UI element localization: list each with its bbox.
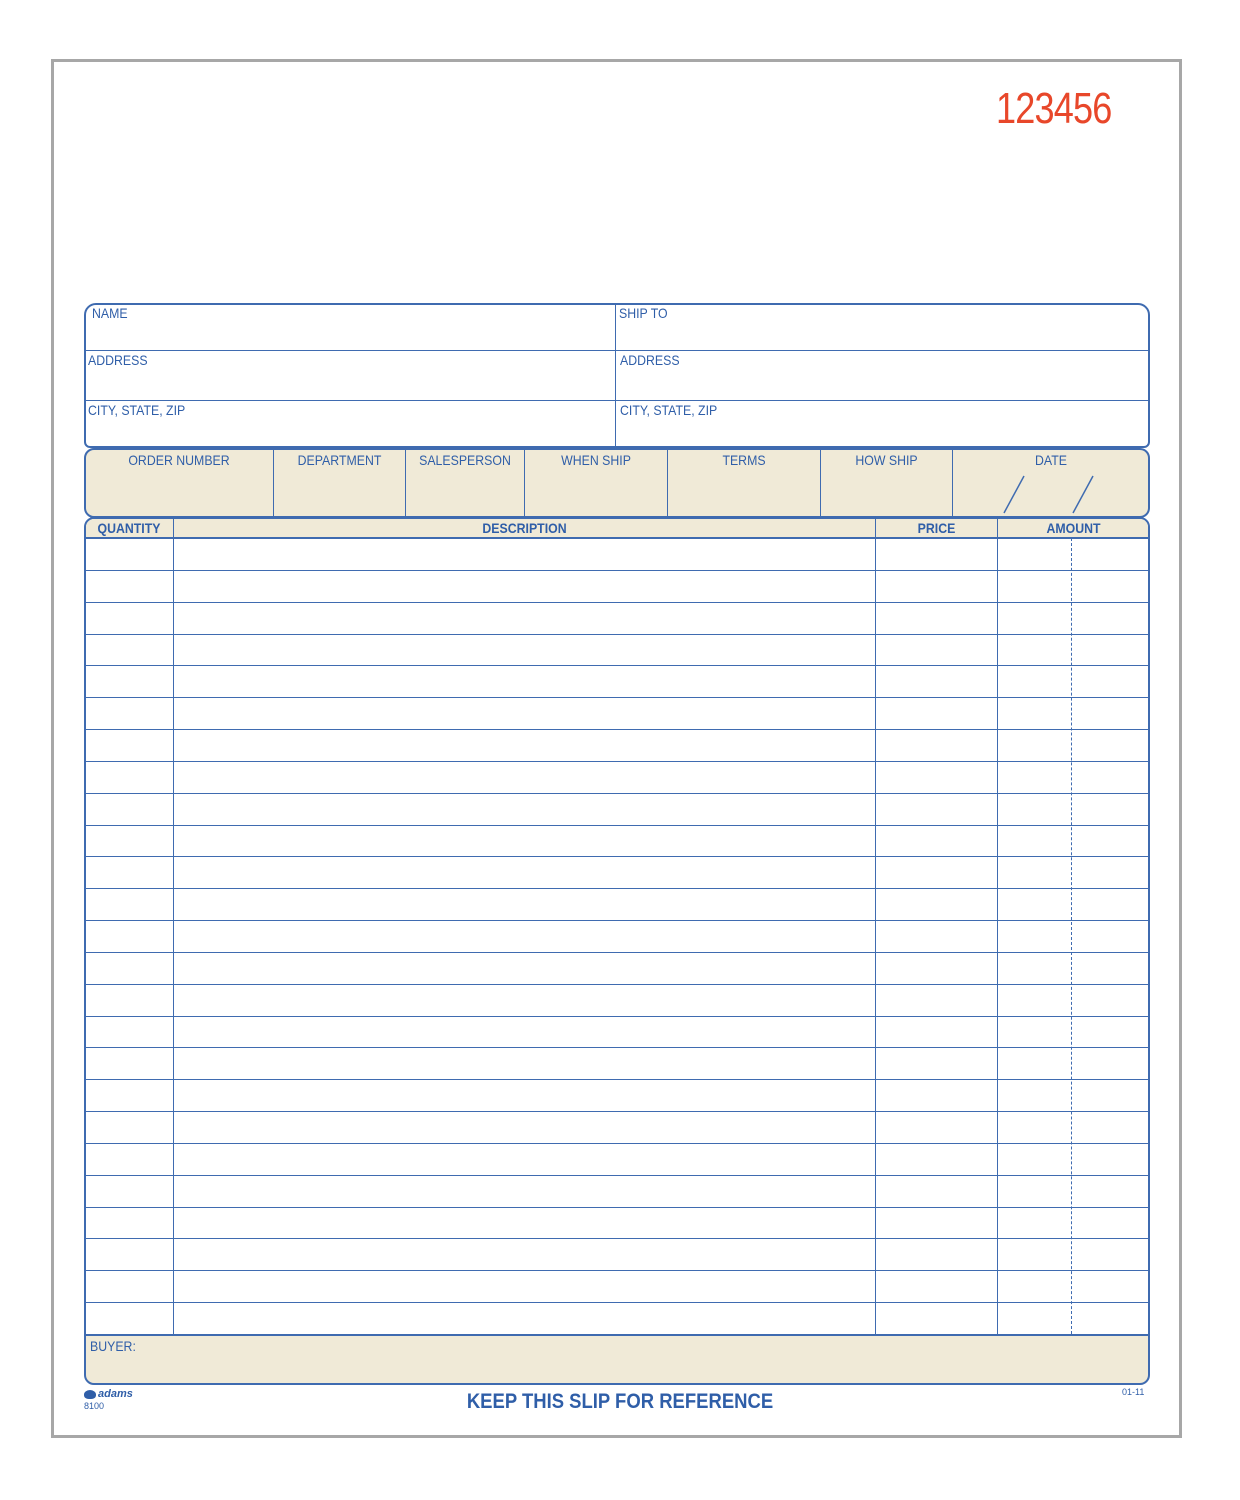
item-row-rule bbox=[85, 1016, 1149, 1017]
description-header: DESCRIPTION bbox=[482, 520, 567, 536]
item-row-rule bbox=[85, 1175, 1149, 1176]
item-row-rule bbox=[85, 1302, 1149, 1303]
item-row-rule bbox=[85, 570, 1149, 571]
salesperson-label: SALESPERSON bbox=[419, 452, 511, 468]
buyer-block bbox=[84, 1334, 1150, 1385]
item-row-rule bbox=[85, 729, 1149, 730]
item-row-rule bbox=[85, 1047, 1149, 1048]
item-row-rule bbox=[85, 856, 1149, 857]
address-field-label: ADDRESS bbox=[88, 352, 148, 368]
item-row-rule bbox=[85, 1079, 1149, 1080]
revision-code: 01-11 bbox=[1122, 1387, 1145, 1397]
ship-to-field-label: SHIP TO bbox=[619, 305, 668, 321]
date-slash-1 bbox=[1004, 476, 1024, 513]
item-row-rule bbox=[85, 602, 1149, 603]
name-field-label: NAME bbox=[92, 305, 128, 321]
date-slash-2 bbox=[1073, 476, 1093, 513]
item-row-rule bbox=[85, 793, 1149, 794]
price-header: PRICE bbox=[917, 520, 956, 536]
form-serial-number: 123456 bbox=[996, 84, 1112, 133]
item-row-rule bbox=[85, 1238, 1149, 1239]
amount-header: AMOUNT bbox=[1046, 520, 1101, 536]
buyer-label: BUYER: bbox=[90, 1338, 136, 1354]
department-label: DEPARTMENT bbox=[297, 452, 382, 468]
date-label: DATE bbox=[1035, 452, 1067, 468]
item-row-rule bbox=[85, 888, 1149, 889]
brand-name: adams bbox=[98, 1388, 133, 1400]
ship-address-field-label: ADDRESS bbox=[620, 352, 680, 368]
item-row-rule bbox=[85, 665, 1149, 666]
quantity-header: QUANTITY bbox=[97, 520, 161, 536]
order-number-label: ORDER NUMBER bbox=[128, 452, 230, 468]
item-row-rule bbox=[85, 761, 1149, 762]
item-row-rule bbox=[85, 634, 1149, 635]
item-row-rule bbox=[85, 984, 1149, 985]
footer-slogan: KEEP THIS SLIP FOR REFERENCE bbox=[466, 1390, 774, 1413]
how-ship-label: HOW SHIP bbox=[855, 452, 918, 468]
ship-city-state-zip-field-label: CITY, STATE, ZIP bbox=[620, 402, 718, 418]
when-ship-label: WHEN SHIP bbox=[561, 452, 631, 468]
item-rows bbox=[84, 538, 1150, 1334]
item-row-rule bbox=[85, 1111, 1149, 1112]
item-row-rule bbox=[85, 1143, 1149, 1144]
product-code: 8100 bbox=[84, 1401, 105, 1411]
city-state-zip-field-label: CITY, STATE, ZIP bbox=[88, 402, 186, 418]
terms-label: TERMS bbox=[722, 452, 766, 468]
item-row-rule bbox=[85, 1270, 1149, 1271]
item-row-rule bbox=[85, 952, 1149, 953]
item-row-rule bbox=[85, 920, 1149, 921]
item-row-rule bbox=[85, 1207, 1149, 1208]
item-row-rule bbox=[85, 825, 1149, 826]
item-row-rule bbox=[85, 697, 1149, 698]
